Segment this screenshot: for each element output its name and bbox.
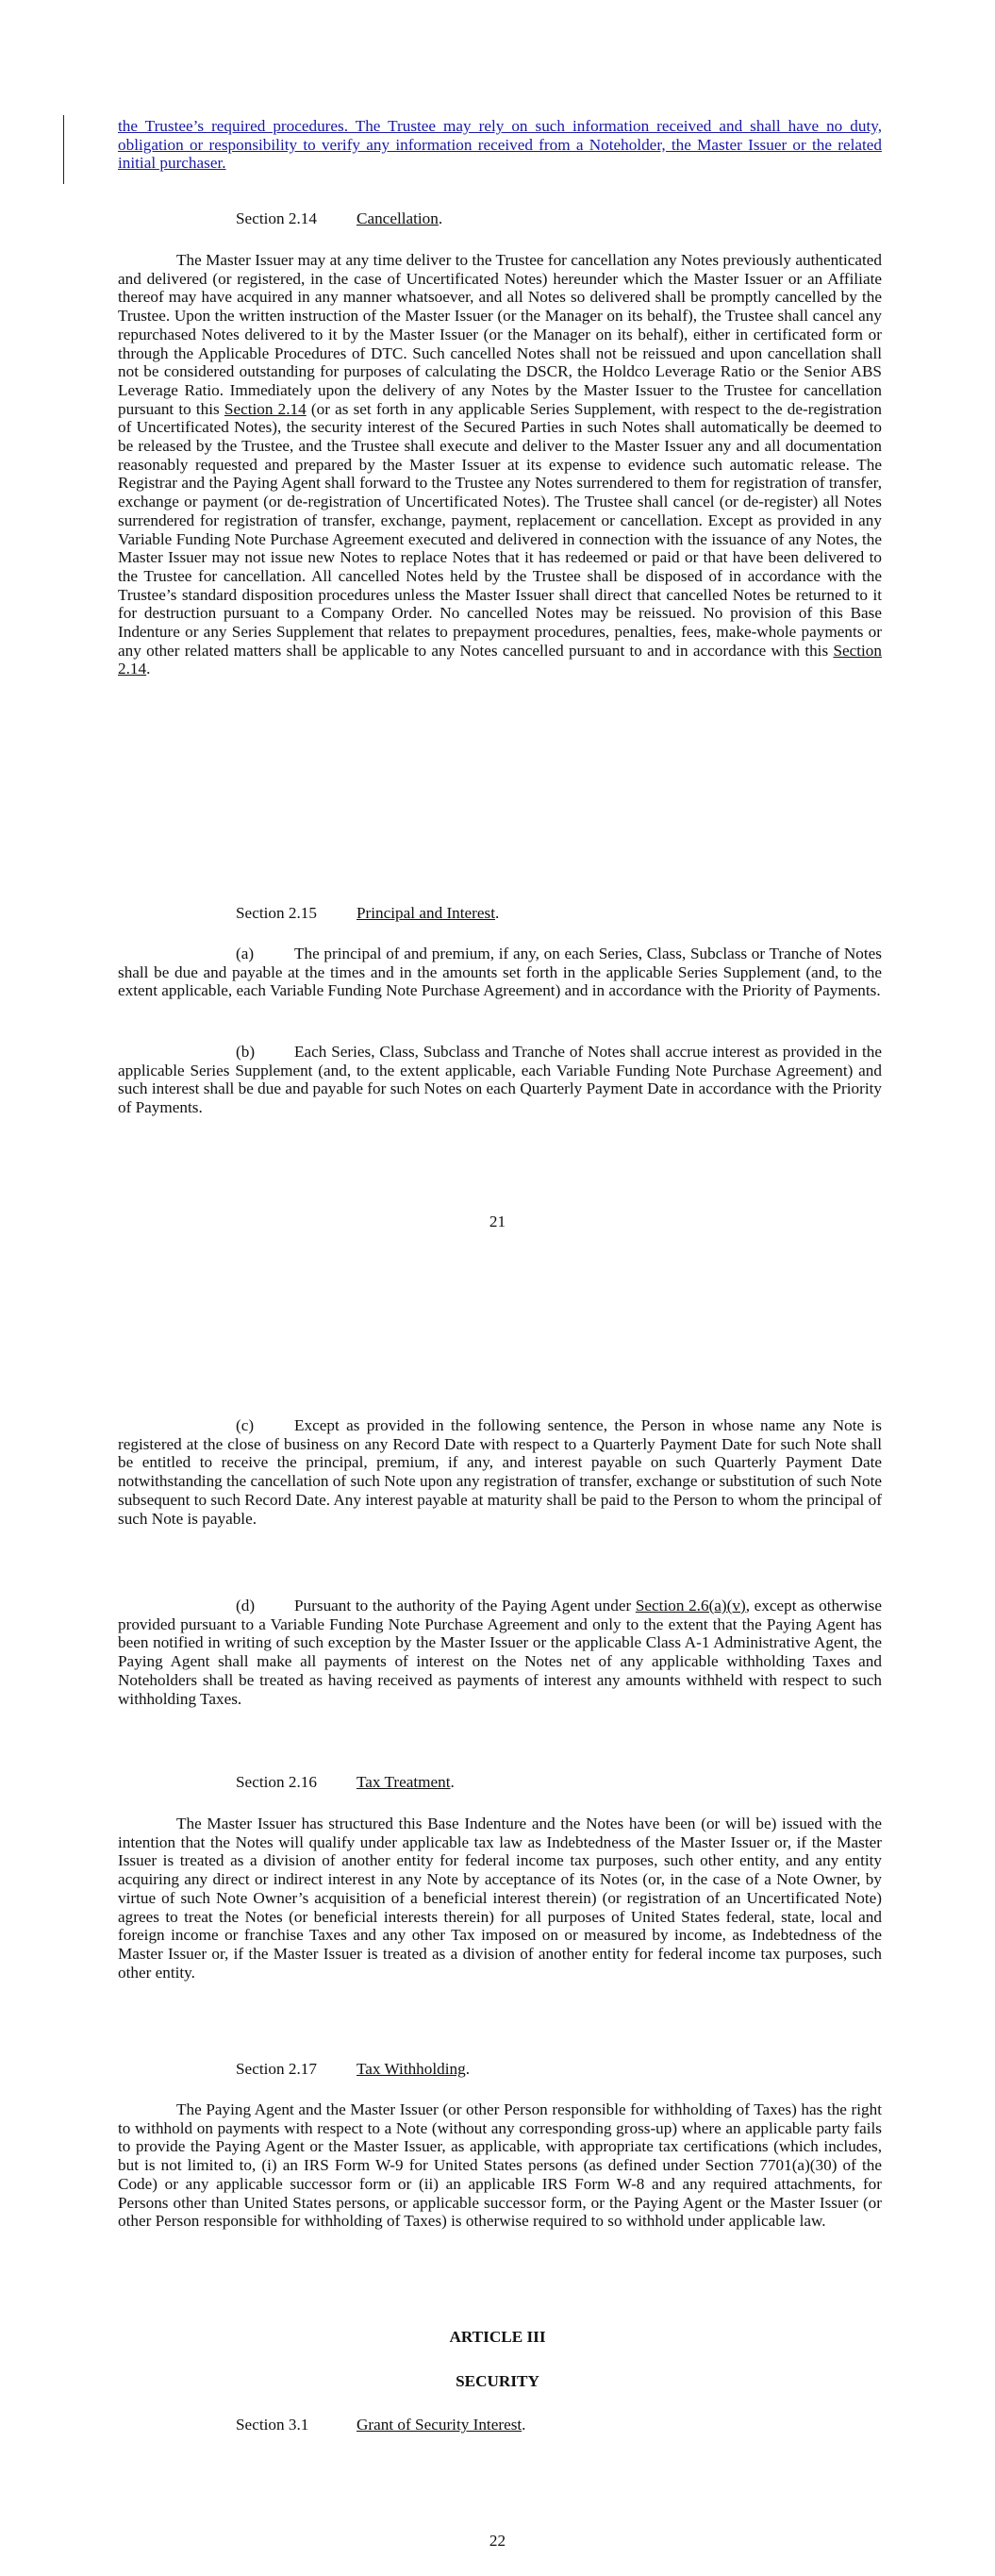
section-2-15-heading: Section 2.15 Principal and Interest. <box>236 904 500 922</box>
item-text: , except as otherwise provided pursuant to a Variable Funding Note Purchase Agreement and only to the extent that the Paying Agent has been notified in writing of such exception by the Master Issuer or the applicable Class A-1 Administrative Agent, the Paying Agent shall make all payments of interest on the Notes net of any applicable withholding Taxes and Noteholders shall be treated as having received as payments of interest any amounts withheld with respect to such withholding Taxes. <box>118 1597 882 1708</box>
page-number: 21 <box>489 1213 506 1230</box>
section-2-15-a <box>118 945 882 1000</box>
section-number: Section 2.17 <box>236 2060 317 2078</box>
revision-bar <box>63 115 64 184</box>
section-2-14-body <box>118 251 882 678</box>
section-3-1-heading: Section 3.1 Grant of Security Interest. <box>236 2416 526 2434</box>
intro-paragraph <box>118 117 882 173</box>
section-title: Cancellation <box>357 209 439 227</box>
section-title: Tax Treatment <box>357 1773 451 1791</box>
item-label: (d) <box>236 1597 256 1614</box>
article-heading: ARTICLE III <box>449 2328 546 2346</box>
section-number: Section 2.16 <box>236 1773 317 1791</box>
section-2-15-c <box>118 1416 882 1528</box>
page-number: 22 <box>489 2532 506 2550</box>
item-text: Each Series, Class, Subclass and Tranche of Notes shall accrue interest as provided in the applicable Series Supplement (and, to the extent applicable, each Variable Funding Note Purchase Agreement) and such interest shall be due and payable for such Notes on each Quarterly Payment Date in accordance with the Priority of Payments. <box>118 1043 882 1117</box>
item-text: Pursuant to the authority of the Paying Agent under <box>294 1597 636 1614</box>
body-text: The Master Issuer has structured this Base Indenture and the Notes have been (or will be) issued with the intention that the Notes will qualify under applicable tax law as Indebtedness of the Master Issuer or, if the Master Issuer is treated as a division of another entity for federal income tax purposes, such other entity, and any entity acquiring any direct or indirect interest in any Note by acceptance of its Notes (or, in the case of a Note Owner, by virtue of such Note Owner’s acquisition of a beneficial interest therein) (or registration of an Uncertificated Note) agrees to treat the Notes (or beneficial interests therein) for all purposes of United States federal, state, local and foreign income or franchise Taxes and any other Tax imposed on or measured by income, as Indebtedness of the Master Issuer or, if the Master Issuer is treated as a division of another entity for federal income tax purposes, such other entity. <box>118 1815 882 1982</box>
body-text: The Paying Agent and the Master Issuer (or other Person responsible for withholding of Taxes) has the right to withhold on payments with respect to a Note (without any corresponding gross-up) where an applicable party fails to provide the Paying Agent or the Master Issuer, as applicable, with appropriate tax certifications (which includes, but is not limited to, (i) an IRS Form W-9 for United States persons (as defined under Section 7701(a)(30) of the Code) or any applicable successor form or (ii) an applicable IRS Form W-8 and any required attachments, for Persons other than United States persons, or applicable successor form, or the Paying Agent or the Master Issuer (or other Person responsible for withholding of Taxes) is otherwise required to so withhold under applicable law. <box>118 2100 882 2231</box>
section-title: Grant of Security Interest <box>357 2416 522 2434</box>
section-2-14-heading: Section 2.14 Cancellation. <box>236 209 443 227</box>
intro-link-text[interactable]: the Trustee’s required procedures. The Trustee may rely on such information received and shall have no duty, obligation or responsibility to verify any information received from a Noteholder, the Master Issuer or the related initial purchaser. <box>118 117 882 173</box>
item-label: (c) <box>236 1416 255 1434</box>
item-label: (a) <box>236 945 255 962</box>
section-2-15-b <box>118 1043 882 1117</box>
section-title: Tax Withholding <box>357 2060 466 2078</box>
body-text: . <box>146 660 151 678</box>
body-text: The Master Issuer may at any time deliver to the Trustee for cancellation any Notes previously authenticated and delivered (or registered, in the case of Uncertificated Notes) hereunder which the Master Issuer or an Affiliate thereof may have acquired in any manner whatsoever, and all Notes so delivered shall be promptly cancelled by the Trustee. Upon the written instruction of the Master Issuer (or the Manager on its behalf), the Trustee shall cancel any repurchased Notes delivered to it by the Master Issuer (or the Manager on its behalf), either in certificated form or through the Applicable Procedures of DTC. Such cancelled Notes shall not be reissued and upon cancellation shall not be considered outstanding for purposes of calculating the DSCR, the Holdco Leverage Ratio or the Senior ABS Leverage Ratio. Immediately upon the delivery of any Notes by the Master Issuer to the Trustee for cancellation pursuant to this <box>118 251 882 418</box>
item-text: The principal of and premium, if any, on each Series, Class, Subclass or Tranche of Notes shall be due and payable at the times and in the amounts set forth in the applicable Series Supplement (and, to the extent applicable, each Variable Funding Note Purchase Agreement) and in accordance with the Priority of Payments. <box>118 945 882 1000</box>
section-number: Section 3.1 <box>236 2416 309 2434</box>
section-title: Principal and Interest <box>357 904 496 922</box>
section-2-16-body <box>118 1815 882 1982</box>
cross-reference: Section 2.14 <box>224 399 307 418</box>
section-number: Section 2.15 <box>236 904 317 922</box>
section-number: Section 2.14 <box>236 209 317 227</box>
section-2-17-body <box>118 2100 882 2231</box>
section-2-17-heading: Section 2.17 Tax Withholding. <box>236 2060 471 2078</box>
section-2-15-d <box>118 1597 882 1708</box>
cross-reference: Section 2.6(a)(v) <box>635 1597 746 1614</box>
section-2-16-heading: Section 2.16 Tax Treatment. <box>236 1773 455 1791</box>
body-text: (or as set forth in any applicable Series Supplement, with respect to the de-registration of Uncertificated Notes), the security interest of the Secured Parties in such Notes shall automatically be deemed to be released by the Trustee, and the Trustee shall execute and deliver to the Master Issuer any and all documentation reasonably requested and prepared by the Master Issuer at its expense to evidence such automatic release. The Registrar and the Paying Agent shall forward to the Trustee any Notes surrendered to them for registration of transfer, exchange or payment (or de-registration of Uncertificated Notes). The Trustee shall cancel (or de-register) all Notes surrendered for registration of transfer, exchange, payment, replacement or cancellation. Except as provided in any Variable Funding Note Purchase Agreement executed and delivered in connection with the issuance of any Notes, the Master Issuer may not issue new Notes to replace Notes that it has redeemed or paid or that have been delivered to the Trustee for cancellation. All cancelled Notes held by the Trustee shall be disposed of in accordance with the Trustee’s standard disposition procedures unless the Master Issuer shall direct that cancelled Notes be returned to it for destruction pursuant to a Company Order. No cancelled Notes may be reissued. No provision of this Base Indenture or any Series Supplement that relates to prepayment procedures, penalties, fees, make-whole payments or any other related matters shall be applicable to any Notes cancelled pursuant to and in accordance with this <box>118 399 882 660</box>
cross-reference: Section 2.14 <box>118 641 882 678</box>
article-title: SECURITY <box>456 2372 539 2390</box>
item-label: (b) <box>236 1043 256 1061</box>
item-text: Except as provided in the following sentence, the Person in whose name any Note is registered at the close of business on any Record Date with respect to a Quarterly Payment Date for such Note shall be entitled to receive the principal, premium, if any, and interest payable on such Quarterly Payment Date notwithstanding the cancellation of such Note upon any registration of transfer, exchange or substitution of such Note subsequent to such Record Date. Any interest payable at maturity shall be paid to the Person to whom the principal of such Note is payable. <box>118 1416 882 1528</box>
